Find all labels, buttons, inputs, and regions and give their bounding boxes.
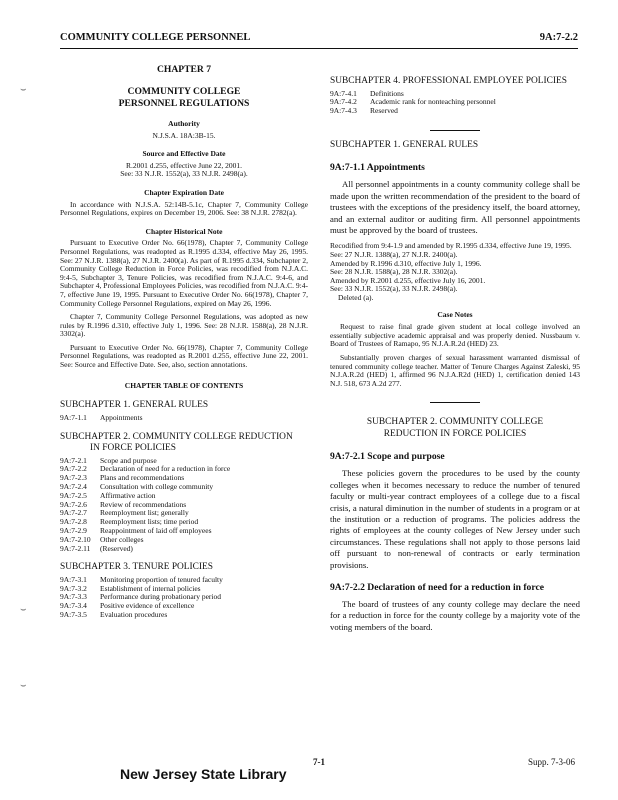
case-note-2: Substantially proven charges of sexual harassment warranted dismissal of tenured community college teacher. Matter of Tenure Charges Against Zaleski, 95 N.J.A.R.2d (HED) 1, affirmed 96 N.J.A.R2d (HED) 1, certification denied 143 N.J. 518, 673 A.2d 277. — [330, 352, 580, 388]
toc-entry — [60, 414, 308, 423]
section-9a-7-2-1-body: These policies govern the procedures to be used by the county colleges when it becomes necessary to reduce the number of tenured faculty or multi-year contract employees of a college due to a fiscal crisis, a natural diminution in the number of students in a program or at the institution or a reduction of programs. The policies address the rights of employees at the county colleges of New Jersey under such circumstances. These regulations shall not apply to those persons laid off pursuant to non-renewal of contracts or early termination provisions. — [330, 468, 580, 570]
toc-entry — [60, 465, 308, 474]
library-stamp: New Jersey State Library — [120, 766, 287, 782]
toc-entry-number: 9A:7-3.4 — [60, 601, 87, 611]
toc-subchapter-2: SUBCHAPTER 2. COMMUNITY COLLEGE REDUCTION — [60, 431, 293, 442]
source-heading: Source and Effective Date — [142, 149, 226, 159]
toc-entry-number: 9A:7-1.1 — [60, 412, 87, 422]
toc-entry-number: 9A:7-2.11 — [60, 543, 91, 553]
toc-entry-number: 9A:7-2.5 — [60, 490, 87, 500]
toc-entry-number: 9A:7-4.2 — [330, 97, 357, 107]
toc-entry-number: 9A:7-2.6 — [60, 499, 87, 509]
toc-entry-title: Monitoring proportion of tenured faculty — [100, 574, 223, 584]
section-9a-7-1-1-heading: 9A:7-1.1 Appointments — [330, 162, 425, 174]
toc-subchapter-2-cont: IN FORCE POLICIES — [90, 443, 176, 454]
left-column — [60, 64, 308, 620]
toc-entry-number: 9A:7-2.1 — [60, 455, 87, 465]
toc-entry-title: Reemployment lists; time period — [100, 517, 199, 527]
toc-entry-title: Affirmative action — [100, 490, 156, 500]
section-9a-7-1-1-body: All personnel appointments in a county community college shall be made upon the written recommendation of the president to the board of trustees with the exceptions of the presidency itself, the board attorney, and an external auditor or auditing firm. All personnel appointments must be approved by the board of trustees. — [330, 179, 580, 236]
toc-entry-title: Definitions — [370, 88, 404, 98]
toc-entry-number: 9A:7-2.10 — [60, 534, 91, 544]
toc-entry-number: 9A:7-4.1 — [330, 88, 357, 98]
toc-subchapter-1-list — [60, 414, 308, 423]
toc-entry — [60, 483, 308, 492]
toc-entry-title: Other colleges — [100, 534, 144, 544]
toc-entry-title: Academic rank for nonteaching personnel — [370, 97, 496, 107]
source-line-1: R.2001 d.255, effective June 22, 2001. — [125, 160, 243, 170]
toc-entry-title: Scope and purpose — [100, 455, 157, 465]
history-paragraph-1: Pursuant to Executive Order No. 66(1978), Chapter 7, Community College Personnel Regulations, was readopted as R.1995 d.334, effective May 26, 1995. See: 27 N.J.R. 1388(a), 27 N.J.R. 2400(a). As part of R.1995 d.334, Subchapter 2, Community College Reduction in Force Policies, was recodified from N.J.A.C. 9:4-5, Subchapter 3, Tenure Policies, was recodified from N.J.A.C. 9:4-6, and Subchapter 4, Professional Employees Policies, was recodified from N.J.A.C. 9:4-7, effective June 19, 1995. Pursuant to Executive Order No. 66(1978), Chapter 7, Community College Personnel Regulations, expired on May 26, 1996. — [60, 238, 308, 308]
margin-mark: ⌣ — [20, 84, 27, 95]
toc-entry — [60, 602, 308, 611]
toc-entry-number: 9A:7-3.5 — [60, 610, 87, 619]
history-note-line: See: 33 N.J.R. 1552(a), 33 N.J.R. 2498(a). — [330, 284, 458, 294]
case-note-1: Request to raise final grade given student at local college involved an essentially subjective academic appraisal and was properly denied. Nussbaum v. Board of Trustees of Ramapo, 95 N.J.A.R.2d (HED) 23. — [330, 322, 580, 349]
section-9a-7-2-1-heading: 9A:7-2.1 Scope and purpose — [330, 451, 445, 463]
toc-entry — [60, 536, 308, 545]
toc-entry-title: (Reserved) — [100, 543, 133, 553]
divider — [430, 402, 480, 403]
section-9a-7-2-2-heading: 9A:7-2.2 Declaration of need for a reduction in force — [330, 581, 544, 593]
section-9a-7-2-2-body: The board of trustees of any county college may declare the need for a reduction in force for the county college by a majority vote of the voting members of the board. — [330, 598, 580, 632]
history-note-line: See: 28 N.J.R. 1588(a), 28 N.J.R. 3302(a). — [330, 267, 458, 277]
header-right: 9A:7-2.2 — [539, 32, 578, 43]
toc-entry-title: Review of recommendations — [100, 499, 187, 509]
toc-entry-title: Reappointment of laid off employees — [100, 525, 212, 535]
toc-entry-title: Reserved — [370, 106, 398, 116]
chapter-title-line1: COMMUNITY COLLEGE — [127, 86, 241, 97]
toc-entry-number: 9A:7-3.1 — [60, 574, 87, 584]
toc-entry-title: Positive evidence of excellence — [100, 601, 195, 611]
authority-text: N.J.S.A. 18A:3B-15. — [152, 130, 216, 140]
subchapter-1-heading: SUBCHAPTER 1. GENERAL RULES — [330, 139, 479, 150]
toc-entry — [60, 545, 308, 554]
toc-entry-number: 9A:7-2.9 — [60, 525, 87, 535]
toc-entry-number: 9A:7-2.8 — [60, 517, 87, 527]
toc-subchapter-4: SUBCHAPTER 4. PROFESSIONAL EMPLOYEE POLICIES — [330, 76, 567, 86]
expiration-text: In accordance with N.J.S.A. 52:14B-5.1c, Chapter 7, Community College Personnel Regulations, expires on December 19, 2006. See: 38 N.J.R. 2782(a). — [60, 199, 308, 218]
subchapter-2-heading-line2: REDUCTION IN FORCE POLICIES — [383, 428, 527, 439]
toc-entry-number: 9A:7-2.2 — [60, 464, 87, 474]
running-header — [60, 32, 578, 49]
section-9a-7-1-1-history — [330, 242, 580, 302]
toc-entry-title: Evaluation procedures — [100, 610, 168, 619]
toc-entry — [60, 527, 308, 536]
chapter-title-line2: PERSONNEL REGULATIONS — [118, 98, 250, 109]
toc-entry-title: Declaration of need for a reduction in force — [100, 464, 231, 474]
history-paragraph-3: Pursuant to Executive Order No. 66(1978), Chapter 7, Community College Personnel Regulations, was readopted as R.2001 d.255, effective June 22, 2001. See: Source and Effective Date. See, also, section annotations. — [60, 342, 308, 370]
toc-entry-title: Performance during probationary period — [100, 592, 221, 602]
history-note-line: Recodified from 9:4-1.9 and amended by R.1995 d.334, effective June 19, 1995. — [330, 241, 572, 251]
case-notes-heading: Case Notes — [437, 309, 473, 319]
toc-entry-title: Establishment of internal policies — [100, 583, 201, 593]
toc-subchapter-3-list — [60, 576, 308, 620]
toc-entry — [330, 98, 580, 107]
history-note-line: See: 27 N.J.R. 1388(a), 27 N.J.R. 2400(a). — [330, 250, 458, 260]
toc-entry-number: 9A:7-3.3 — [60, 592, 87, 602]
history-heading: Chapter Historical Note — [145, 226, 223, 236]
toc-entry — [60, 611, 308, 620]
chapter-number: CHAPTER 7 — [156, 64, 212, 75]
toc-entry-title: Plans and recommendations — [100, 473, 185, 483]
toc-entry — [330, 107, 580, 116]
margin-mark: ⌣ — [20, 680, 27, 691]
toc-entry-title: Appointments — [100, 412, 143, 422]
toc-heading: CHAPTER TABLE OF CONTENTS — [124, 380, 244, 390]
toc-entry-number: 9A:7-2.4 — [60, 481, 87, 491]
toc-entry-number: 9A:7-3.2 — [60, 583, 87, 593]
toc-entry-title: Consultation with college community — [100, 481, 214, 491]
history-note-line: Amended by R.1996 d.310, effective July 1, 1996. — [330, 258, 482, 268]
toc-subchapter-4-list — [330, 90, 580, 116]
source-line-2: See: 33 N.J.R. 1552(a), 33 N.J.R. 2498(a). — [120, 169, 248, 179]
toc-subchapter-2-list — [60, 457, 308, 554]
history-note-line: Amended by R.2001 d.255, effective July 16, 2001. — [330, 275, 486, 285]
subchapter-2-heading-line1: SUBCHAPTER 2. COMMUNITY COLLEGE — [366, 417, 544, 428]
divider — [430, 130, 480, 131]
supplement-date: Supp. 7-3-06 — [528, 757, 575, 767]
toc-entry-title: Reemployment list; generally — [100, 508, 189, 518]
header-left: COMMUNITY COLLEGE PERSONNEL — [60, 32, 251, 43]
history-note-line: Deleted (a). — [338, 292, 374, 302]
margin-mark: ⌣ — [20, 604, 27, 615]
toc-entry-number: 9A:7-2.7 — [60, 508, 87, 518]
page-number: 7-1 — [313, 757, 325, 767]
expiration-heading: Chapter Expiration Date — [144, 187, 224, 197]
toc-subchapter-1: SUBCHAPTER 1. GENERAL RULES — [60, 400, 209, 411]
toc-entry-number: 9A:7-2.3 — [60, 473, 87, 483]
right-column — [330, 64, 580, 633]
history-paragraph-2: Chapter 7, Community College Personnel Regulations, was adopted as new rules by R.1996 d.310, effective July 1, 1996. See: 28 N.J.R. 1588(a), 28 N.J.R. 3302(a). — [60, 312, 308, 339]
toc-entry-number: 9A:7-4.3 — [330, 106, 357, 116]
authority-heading: Authority — [168, 119, 200, 128]
toc-subchapter-3: SUBCHAPTER 3. TENURE POLICIES — [60, 562, 213, 573]
